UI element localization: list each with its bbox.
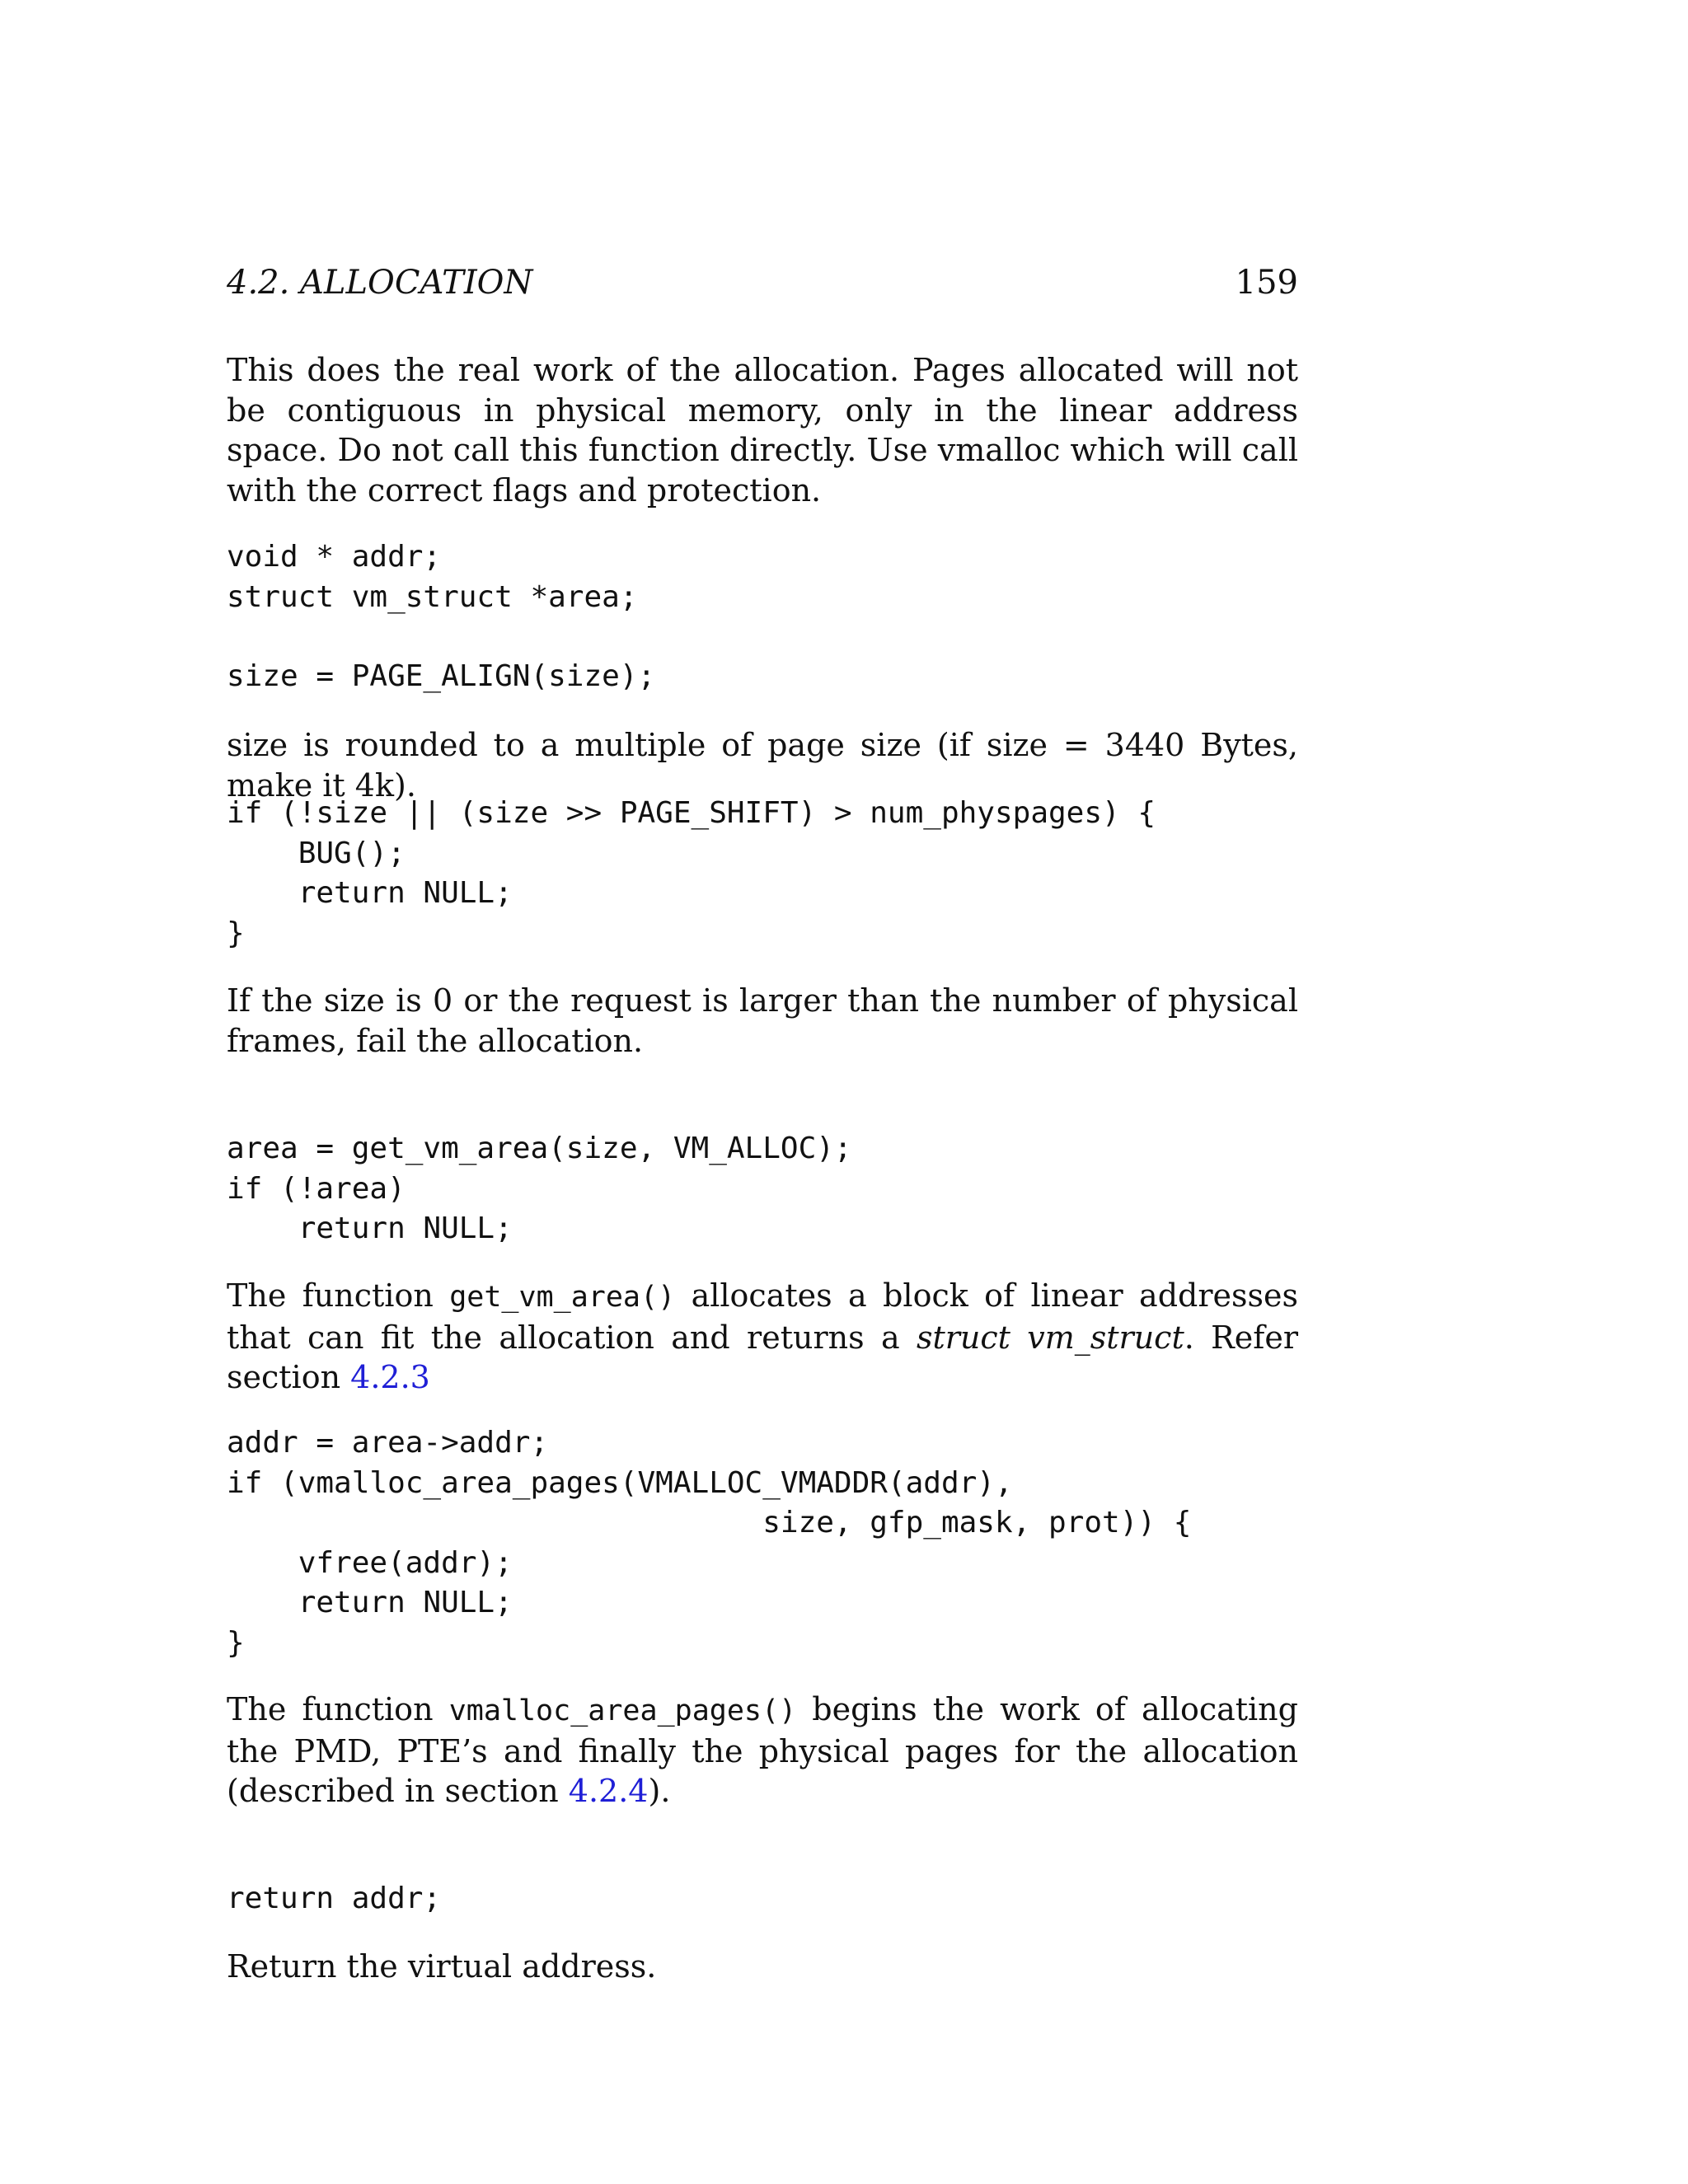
page-number: 159 xyxy=(1235,264,1298,302)
text-segment: The function xyxy=(227,1277,450,1314)
code-declarations: void * addr; struct vm_struct *area; xyxy=(227,540,638,614)
inline-code-get-vm-area: get_vm_area() xyxy=(449,1281,676,1314)
paragraph-size-rounding: size is rounded to a multiple of page size (if size = 3440 Bytes, make it 4k). xyxy=(227,727,1298,804)
code-size-check: if (!size || (size >> PAGE_SHIFT) > num_physpages) { BUG(); return NULL; } xyxy=(227,796,1156,950)
paragraph-return-virtual-address: Return the virtual address. xyxy=(227,1948,657,1985)
code-page-align: size = PAGE_ALIGN(size); xyxy=(227,659,656,693)
text-segment: ). xyxy=(648,1773,671,1809)
code-return-addr: return addr; xyxy=(227,1882,442,1915)
text-segment: begins the work of allocating the PMD, PTE’s and finally the physical pages for the allocation (described in section xyxy=(227,1691,1298,1809)
inline-code-vmalloc-area-pages: vmalloc_area_pages() xyxy=(448,1694,797,1727)
document-page xyxy=(227,0,1298,2184)
text-segment: The function xyxy=(227,1691,449,1727)
text-segment: . Refer section xyxy=(227,1319,1298,1395)
section-link-4-2-4[interactable]: 4.2.4 xyxy=(568,1773,649,1809)
text-segment: allocates a block of linear addresses that can fit the allocation and returns a xyxy=(227,1277,1298,1356)
paragraph-intro: This does the real work of the allocation. Pages allocated will not be contiguous in physical memory, only in the linear address space. Do not call this function directly. Use vmalloc which will call with the correct flags and protection. xyxy=(227,352,1298,509)
paragraph-vmalloc-area-pages xyxy=(227,1690,1298,1811)
paragraph-get-vm-area xyxy=(227,1276,1298,1398)
code-vmalloc-area-pages: addr = area->addr; if (vmalloc_area_pages(VMALLOC_VMADDR(addr), size, gfp_mask, prot)) { vfree(addr); return NULL; } xyxy=(227,1426,1192,1660)
code-get-vm-area: area = get_vm_area(size, VM_ALLOC); if (!area) return NULL; xyxy=(227,1132,852,1245)
section-link-4-2-3[interactable]: 4.2.3 xyxy=(350,1359,430,1395)
emphasis-struct-vm-struct: struct vm_struct xyxy=(916,1319,1184,1356)
section-title: 4.2. ALLOCATION xyxy=(227,264,533,302)
paragraph-fail-allocation: If the size is 0 or the request is larger than the number of physical frames, fail the allocation. xyxy=(227,982,1298,1059)
